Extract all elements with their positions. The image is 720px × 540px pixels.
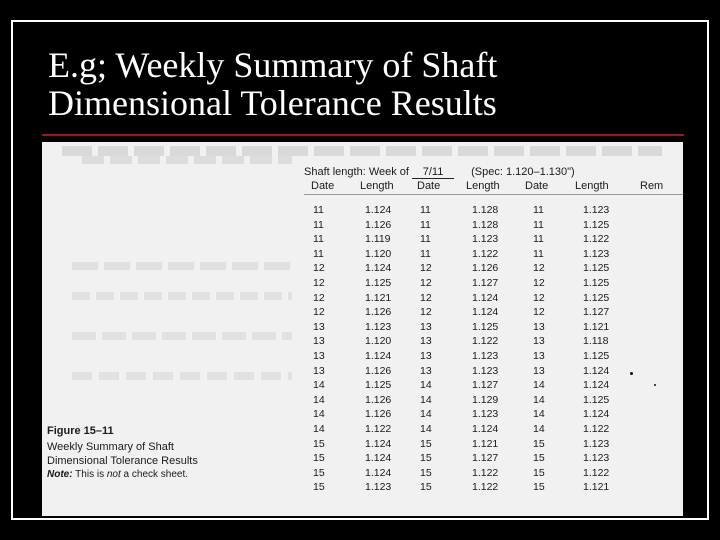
row-date-2-cell: 13 (420, 335, 432, 348)
row-date-1-cell: 14 (313, 408, 325, 421)
row-date-3-cell: 15 (533, 466, 545, 479)
row-length-1-cell: 1.121 (365, 291, 392, 304)
note-text-a: This is (75, 469, 105, 480)
row-date-3-cell: 11 (533, 204, 544, 216)
row-length-2-cell: 1.122 (472, 247, 499, 260)
title-divider (42, 134, 684, 136)
row-date-2-cell: 13 (420, 350, 432, 362)
row-date-1-cell: 12 (313, 306, 325, 319)
row-length-3-cell: 1.123 (583, 452, 610, 465)
row-date-2-cell: 15 (420, 481, 432, 494)
slide-frame-top (11, 20, 709, 22)
row-length-1-cell: 1.124 (365, 204, 392, 216)
figure-number: Figure 15–11 (47, 425, 114, 437)
row-date-1-cell: 15 (313, 481, 325, 494)
row-length-2-cell: 1.122 (472, 481, 499, 494)
speck-mark (630, 372, 633, 375)
row-date-3-cell: 13 (533, 320, 545, 333)
row-date-3-cell: 13 (533, 335, 545, 348)
row-date-1-cell: 11 (313, 204, 324, 216)
bleed-through-text (72, 372, 292, 380)
row-date-2-cell: 11 (420, 204, 431, 216)
row-length-1-cell: 1.120 (365, 335, 392, 348)
row-date-1-cell: 15 (313, 466, 325, 479)
row-date-3-cell: 14 (533, 393, 545, 406)
row-length-1-cell: 1.123 (365, 481, 392, 494)
row-date-2-cell: 15 (420, 466, 432, 479)
row-date-3-cell: 15 (533, 481, 545, 494)
col-header-length-3: Length (575, 180, 609, 192)
row-date-1-cell: 11 (313, 233, 324, 246)
table-heading (304, 166, 575, 179)
row-date-1-cell: 11 (313, 247, 324, 260)
row-length-2-cell: 1.127 (472, 452, 499, 465)
speck-mark (654, 384, 656, 386)
row-date-1-cell: 13 (313, 350, 325, 362)
bleed-through-text (72, 262, 292, 270)
bleed-through-text (72, 332, 292, 340)
row-length-2-cell: 1.123 (472, 350, 499, 362)
row-date-2-cell: 12 (420, 291, 432, 304)
row-date-1-cell: 13 (313, 320, 325, 333)
slide-title-line-1: E.g; Weekly Summary of Shaft (48, 45, 498, 85)
row-date-2-cell: 12 (420, 277, 432, 289)
bleed-through-text (72, 292, 292, 300)
spec-text: (Spec: 1.120–1.130") (471, 166, 575, 178)
row-date-1-cell: 15 (313, 437, 325, 450)
row-length-1-cell: 1.126 (365, 306, 392, 319)
row-length-2-cell: 1.126 (472, 262, 499, 275)
row-length-1-cell: 1.124 (365, 452, 392, 465)
row-length-2-cell: 1.123 (472, 408, 499, 421)
row-date-2-cell: 13 (420, 320, 432, 333)
row-date-2-cell: 11 (420, 218, 431, 231)
figure-caption-line-1: Weekly Summary of Shaft (47, 441, 174, 453)
row-length-3-cell: 1.123 (583, 437, 610, 450)
row-length-3-cell: 1.122 (583, 423, 610, 435)
row-length-1-cell: 1.122 (365, 423, 392, 435)
row-length-2-cell: 1.125 (472, 320, 499, 333)
row-date-3-cell: 12 (533, 306, 545, 319)
row-date-1-cell: 15 (313, 452, 325, 465)
slide-frame-left (11, 20, 13, 520)
row-date-2-cell: 12 (420, 306, 432, 319)
row-length-3-cell: 1.125 (583, 291, 610, 304)
row-date-2-cell: 15 (420, 437, 432, 450)
row-length-3-cell: 1.124 (583, 379, 610, 392)
row-date-1-cell: 14 (313, 393, 325, 406)
row-length-1-cell: 1.119 (365, 233, 391, 246)
week-value: 7/11 (412, 166, 454, 179)
slide-title-line-2: Dimensional Tolerance Results (48, 83, 497, 123)
row-length-2-cell: 1.124 (472, 291, 499, 304)
row-length-1-cell: 1.126 (365, 218, 392, 231)
row-date-3-cell: 12 (533, 277, 545, 289)
row-length-1-cell: 1.124 (365, 262, 392, 275)
row-length-2-cell: 1.129 (472, 393, 499, 406)
row-date-2-cell: 14 (420, 379, 432, 392)
row-length-3-cell: 1.125 (583, 262, 610, 275)
row-length-3-cell: 1.118 (583, 335, 609, 348)
bleed-through-text (62, 146, 662, 156)
row-length-2-cell: 1.128 (472, 204, 499, 216)
col-header-date-2: Date (417, 180, 441, 192)
heading-prefix: Shaft length: Week of (304, 166, 409, 178)
row-length-1-cell: 1.126 (365, 408, 392, 421)
note-text-not: not (106, 469, 121, 480)
row-length-2-cell: 1.122 (472, 466, 499, 479)
row-length-3-cell: 1.125 (583, 277, 610, 289)
slide-title (48, 46, 688, 122)
row-length-2-cell: 1.122 (472, 335, 499, 348)
col-header-remarks: Rem (640, 180, 664, 192)
row-length-3-cell: 1.123 (583, 204, 610, 216)
row-length-2-cell: 1.127 (472, 277, 499, 289)
figure-note (47, 469, 188, 480)
note-label: Note: (47, 469, 73, 480)
row-date-3-cell: 14 (533, 408, 545, 421)
row-length-3-cell: 1.125 (583, 350, 610, 362)
row-date-3-cell: 12 (533, 291, 545, 304)
row-date-1-cell: 12 (313, 262, 325, 275)
row-date-2-cell: 11 (420, 247, 431, 260)
row-length-1-cell: 1.124 (365, 350, 392, 362)
bleed-through-text (82, 156, 292, 164)
col-header-date-1: Date (311, 180, 335, 192)
row-length-1-cell: 1.124 (365, 466, 392, 479)
row-length-2-cell: 1.121 (472, 437, 499, 450)
col-header-length-1: Length (360, 180, 394, 192)
row-date-1-cell: 12 (313, 277, 325, 289)
row-date-3-cell: 11 (533, 247, 544, 260)
row-date-3-cell: 15 (533, 437, 545, 450)
row-length-2-cell: 1.124 (472, 423, 499, 435)
row-date-3-cell: 14 (533, 423, 545, 435)
row-date-2-cell: 11 (420, 233, 431, 246)
row-date-3-cell: 13 (533, 364, 545, 377)
scanned-table-image (42, 142, 683, 516)
row-date-2-cell: 15 (420, 452, 432, 465)
col-header-length-2: Length (466, 180, 500, 192)
row-length-2-cell: 1.127 (472, 379, 499, 392)
header-rule (304, 194, 683, 195)
row-date-2-cell: 13 (420, 364, 432, 377)
row-length-3-cell: 1.125 (583, 393, 610, 406)
row-date-2-cell: 14 (420, 393, 432, 406)
row-length-3-cell: 1.124 (583, 408, 610, 421)
row-date-1-cell: 12 (313, 291, 325, 304)
row-date-1-cell: 11 (313, 218, 324, 231)
row-length-1-cell: 1.120 (365, 247, 392, 260)
row-length-1-cell: 1.125 (365, 277, 392, 289)
row-length-2-cell: 1.123 (472, 364, 499, 377)
row-length-3-cell: 1.122 (583, 233, 610, 246)
row-date-1-cell: 13 (313, 364, 325, 377)
row-date-1-cell: 13 (313, 335, 325, 348)
row-length-3-cell: 1.127 (583, 306, 610, 319)
row-length-3-cell: 1.122 (583, 466, 610, 479)
row-date-2-cell: 14 (420, 423, 432, 435)
row-date-1-cell: 14 (313, 423, 325, 435)
row-date-2-cell: 14 (420, 408, 432, 421)
row-length-1-cell: 1.124 (365, 437, 392, 450)
row-length-2-cell: 1.128 (472, 218, 499, 231)
row-date-3-cell: 12 (533, 262, 545, 275)
note-text-b: a check sheet. (123, 469, 189, 480)
row-length-1-cell: 1.123 (365, 320, 392, 333)
row-length-2-cell: 1.123 (472, 233, 499, 246)
slide-frame-bottom (11, 518, 709, 520)
row-length-1-cell: 1.125 (365, 379, 392, 392)
row-date-3-cell: 11 (533, 233, 544, 246)
row-date-3-cell: 15 (533, 452, 545, 465)
row-date-3-cell: 11 (533, 218, 544, 231)
slide-frame-right (707, 20, 709, 520)
row-length-1-cell: 1.126 (365, 393, 392, 406)
row-length-1-cell: 1.126 (365, 364, 392, 377)
row-date-2-cell: 12 (420, 262, 432, 275)
row-date-1-cell: 14 (313, 379, 325, 392)
figure-caption-line-2: Dimensional Tolerance Results (47, 455, 198, 467)
row-length-3-cell: 1.125 (583, 218, 610, 231)
row-length-3-cell: 1.121 (583, 320, 610, 333)
row-length-2-cell: 1.124 (472, 306, 499, 319)
row-date-3-cell: 14 (533, 379, 545, 392)
row-length-3-cell: 1.123 (583, 247, 610, 260)
row-length-3-cell: 1.124 (583, 364, 610, 377)
col-header-date-3: Date (525, 180, 549, 192)
row-length-3-cell: 1.121 (583, 481, 610, 494)
row-date-3-cell: 13 (533, 350, 545, 362)
